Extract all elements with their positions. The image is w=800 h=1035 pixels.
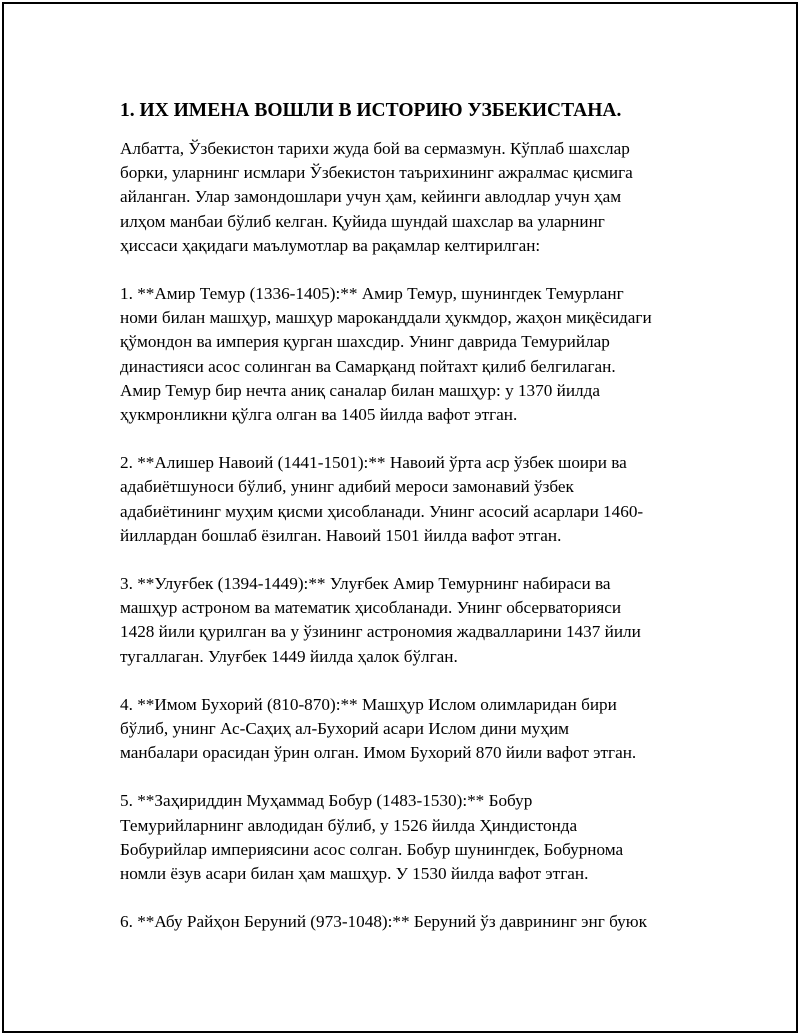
text-line: ҳукмронликни қўлга олган ва 1405 йилда вафот этган. <box>120 405 518 425</box>
text-line: илҳом манбаи бўлиб келган. Қуйида шундай шахслар ва уларнинг <box>120 211 605 231</box>
text-line: 5. **Заҳириддин Муҳаммад Бобур (1483-1530):** Бобур <box>120 791 533 811</box>
text-line: адабиётшуноси бўлиб, унинг адибий мероси замонавий ўзбек <box>120 477 574 497</box>
page-frame <box>2 2 798 1033</box>
text-line: айланган. Улар замондошлари учун ҳам, кейинги авлодлар учун ҳам <box>120 187 622 207</box>
text-line: 1. **Амир Темур (1336-1405):** Амир Темур, шунингдек Темурланг <box>120 284 624 304</box>
document-title: 1. ИХ ИМЕНА ВОШЛИ В ИСТОРИЮ УЗБЕКИСТАНА. <box>120 100 622 121</box>
list-item-bobur <box>120 789 700 886</box>
text-line: Албатта, Ўзбекистон тарихи жуда бой ва сермазмун. Кўплаб шахслар <box>120 139 630 158</box>
text-line: манбалари орасидан ўрин олган. Имом Бухорий 870 йили вафот этган. <box>120 743 637 763</box>
text-line: Темурийларнинг авлодидан бўлиб, у 1526 йилда Ҳиндистонда <box>120 815 578 835</box>
intro-paragraph <box>120 137 700 258</box>
text-line: қўмондон ва империя қурган шахсдир. Унинг даврида Темурийлар <box>120 332 610 352</box>
list-item-alisher-navoi <box>120 451 700 548</box>
text-line: машҳур астроном ва математик ҳисобланади. Унинг обсерваторияси <box>120 598 622 618</box>
text-line: борки, уларнинг исмлари Ўзбекистон таърихининг ажралмас қисмига <box>120 163 633 183</box>
text-line: адабиётининг муҳим қисми ҳисобланади. Унинг асосий асарлари 1460- <box>120 501 644 521</box>
text-line: Бобурийлар империясини асос солган. Бобур шунингдек, Бобурнома <box>120 839 624 859</box>
list-item-ulugbek <box>120 572 700 669</box>
text-line: йиллардан бошлаб ёзилган. Навоий 1501 йилда вафот этган. <box>120 525 562 545</box>
text-line: тугаллаган. Улуғбек 1449 йилда ҳалок бўлган. <box>120 646 458 666</box>
text-line: 3. **Улуғбек (1394-1449):** Улуғбек Амир Темурнинг набираси ва <box>120 574 611 594</box>
text-line: 4. **Имом Бухорий (810-870):** Машҳур Ислом олимларидан бири <box>120 694 617 714</box>
text-line: ҳиссаси ҳақидаги маълумотлар ва рақамлар келтирилган: <box>120 235 541 255</box>
text-line: 2. **Алишер Навоий (1441-1501):** Навоий ўрта аср ўзбек шоири ва <box>120 453 627 473</box>
text-line: 6. **Абу Райҳон Беруний (973-1048):** Беруний ўз даврининг энг буюк <box>120 912 647 932</box>
list-item-amir-temur <box>120 282 700 427</box>
list-item-imom-bukhoriy <box>120 693 700 766</box>
text-line: 1428 йили қурилган ва у ўзининг астрономия жадвалларини 1437 йили <box>120 622 641 642</box>
document-body <box>120 98 700 958</box>
text-line: бўлиб, унинг Ас-Саҳиҳ ал-Бухорий асари Ислом дини муҳим <box>120 719 570 739</box>
text-line: династияси асос солинган ва Самарқанд пойтахт қилиб белгилаган. <box>120 356 616 376</box>
text-line: номли ёзув асари билан ҳам машҳур. У 1530 йилда вафот этган. <box>120 864 589 884</box>
text-line: номи билан машҳур, машҳур мароканддали ҳукмдор, жаҳон миқёсидаги <box>120 308 652 328</box>
text-line: Амир Темур бир нечта аниқ саналар билан машҳур: у 1370 йилда <box>120 380 600 400</box>
list-item-beruniy <box>120 910 700 934</box>
